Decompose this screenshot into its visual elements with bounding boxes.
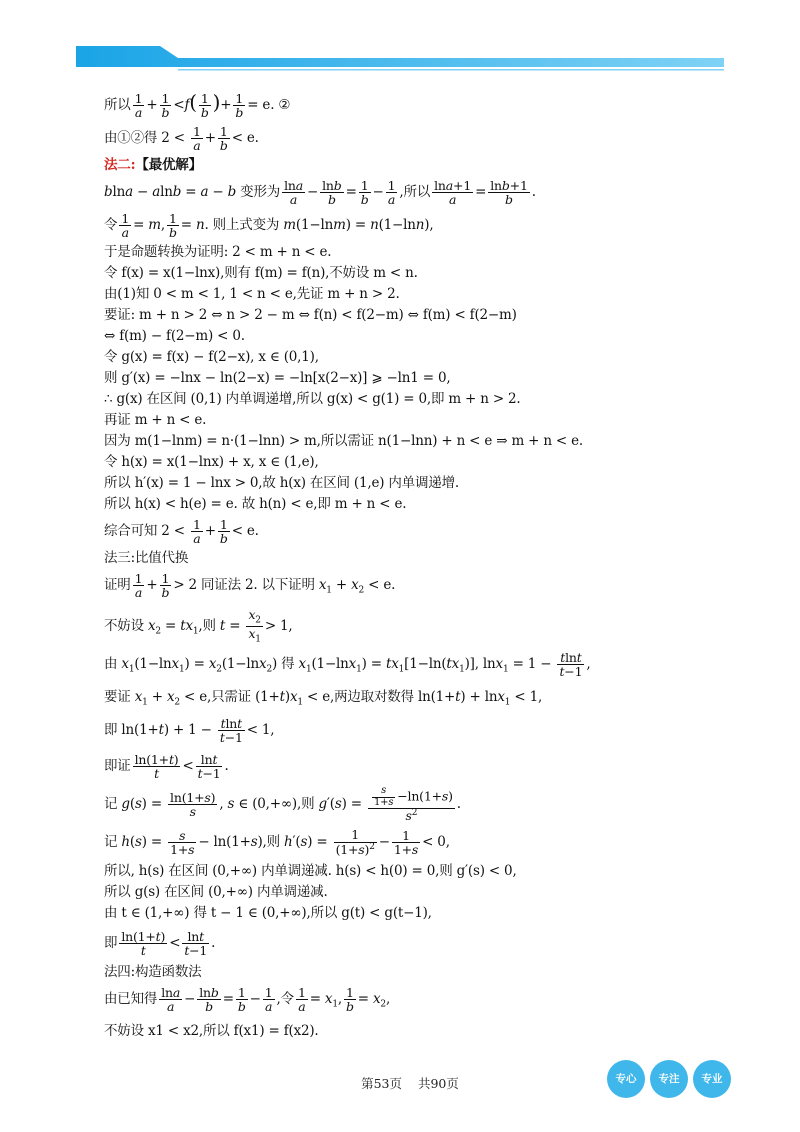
text-line: 于是命题转换为证明: 2 < m + n < e. [104, 244, 332, 260]
text-line: 由①②得 2 < $\frac{1}{a}$ + $\frac{1}{b}$ < e. [104, 123, 259, 153]
text-line: blna − alnb = a − b 变形为 $\frac{\ln a}{a}$ − $\frac{\ln b}{b}$ = $\frac{1}{b}$ − $\frac{1}{a}$ ,所以 $\frac{\ln a+1}{a}$ = $\frac{\ln b+1}{b}$ . [104, 177, 536, 207]
page-number: 第53页 [361, 1076, 402, 1091]
text-line: 即证 $\frac{\ln(1+t)}{t}$ < $\frac{\ln t}{t-1}$ . [104, 751, 229, 781]
slogan-badges [607, 1058, 732, 1100]
page-total: 共90页 [417, 1076, 459, 1091]
text-line: 不妨设 x1 < x2,所以 f(x1) = f(x2). [104, 1023, 319, 1040]
page-footer [340, 1074, 480, 1092]
text-line: 所以 h′(x) = 1 − lnx > 0,故 h(x) 在区间 (1,e) 内单调递增. [104, 475, 459, 491]
text-line: 要证 $x_1 + x_2 < e$,只需证 $(1+t)x_1 < e$,两边取对数得 ln(1+t) + lnx$_1$ < 1, [104, 689, 543, 708]
text-line: 由 $x_1(1-\ln x_1) = x_2(1-\ln x_2)$ 得 $x_1(1-\ln x_1) = tx_1[1-\ln(tx_1)]$, lnx$_1$ = 1 − $\frac{tlnt}{t-1}$ , [104, 650, 591, 680]
text-line: 由已知得 $\frac{\ln a}{a}$ − $\frac{\ln b}{b}$ = $\frac{1}{b}$ − $\frac{1}{a}$ ,令 $\frac{1}{a}$ = $x_1$, $\frac{1}{b}$ = $x_2$, [104, 984, 391, 1014]
text-line: 则 g′(x) = −lnx − ln(2−x) = −ln[x(2−x)] ⩾ −ln1 = 0, [104, 370, 451, 386]
text-line: 所以, h(s) 在区间 (0,+∞) 内单调递减. h(s) < h(0) = 0,则 g′(s) < 0, [104, 862, 517, 879]
method-title: 【最优解】 [135, 157, 202, 173]
text-line: 所以 $\frac{1}{a}$ + $\frac{1}{b}$ <f( $\frac{1}{b}$ )+ $\frac{1}{b}$ = e. ② [104, 90, 291, 120]
text-line: 要证: m + n > 2 ⇔ n > 2 − m ⇔ f(n) < f(2−m) ⇔ f(m) < f(2−m) [104, 307, 517, 323]
text-line: ⇔ f(m) − f(2−m) < 0. [104, 328, 245, 344]
text-line: 令 g(x) = f(x) − f(2−x), x ∈ (0,1), [104, 349, 319, 365]
text-line: 令 $\frac{1}{a}$ = m, $\frac{1}{b}$ = n. 则上式变为 m(1−lnm) = n(1−lnn), [104, 210, 434, 240]
text-line: 令 f(x) = x(1−lnx),则有 f(m) = f(n),不妨设 m < n. [104, 265, 418, 281]
text-line: 再证 m + n < e. [104, 412, 207, 428]
section-heading: 法四:构造函数法 [104, 963, 202, 980]
section-heading [104, 155, 764, 176]
text-line: 因为 m(1−lnm) = n·(1−lnn) > m,所以需证 n(1−lnn) + n < e ⇒ m + n < e. [104, 433, 584, 449]
slogan-badge: 专业 [693, 1060, 731, 1098]
text-line: 综合可知 2 < $\frac{1}{a}$ + $\frac{1}{b}$ < e. [104, 516, 259, 546]
text-line: 记 g(s) = $\frac{\ln(1+s)}{s}$ , s ∈ (0,+∞),则 g′(s) = $\frac{s}{1+s}$ −ln(1+s) $s^2$ . [104, 785, 461, 824]
text-line: 证明 $\frac{1}{a}$ + $\frac{1}{b}$ > 2 同证法 2. 以下证明 $x_1 + x_2 < e$. [104, 570, 396, 600]
slogan-badge: 专心 [607, 1060, 645, 1098]
text-line: 由 t ∈ (1,+∞) 得 t − 1 ∈ (0,+∞),所以 g(t) < g(t−1), [104, 904, 432, 921]
text-line: ∴ g(x) 在区间 (0,1) 内单调递增,所以 g(x) < g(1) = 0,即 m + n > 2. [104, 391, 521, 407]
header-banner [0, 0, 800, 80]
text-line: 即 $\frac{\ln(1+t)}{t}$ < $\frac{\ln t}{t-1}$ . [104, 928, 216, 958]
text-line: 所以 h(x) < h(e) = e. 故 h(n) < e,即 m + n < e. [104, 496, 407, 512]
page-content [104, 86, 764, 1042]
text-line: 令 h(x) = x(1−lnx) + x, x ∈ (1,e), [104, 454, 319, 470]
text-line: 即 ln(1+t) + 1 − $\frac{tlnt}{t-1}$ < 1, [104, 715, 275, 745]
text-line: 由(1)知 0 < m < 1, 1 < n < e,先证 m + n > 2. [104, 286, 400, 302]
text-line: 记 h(s) = $\frac{s}{1+s}$ − ln(1+s),则 h′(s) = $\frac{1}{(1+s)^2}$ − $\frac{1}{1+s}$ < 0, [104, 827, 450, 857]
section-heading: 法三:比值代换 [104, 550, 189, 566]
method-tag: 法二: [104, 157, 136, 173]
text-line: 不妨设 $x_2 = tx_1$,则 t = $\frac{x_2}{x_1}$ > 1, [104, 606, 293, 645]
text-line: 所以 g(s) 在区间 (0,+∞) 内单调递减. [104, 883, 328, 900]
slogan-badge: 专注 [650, 1060, 688, 1098]
